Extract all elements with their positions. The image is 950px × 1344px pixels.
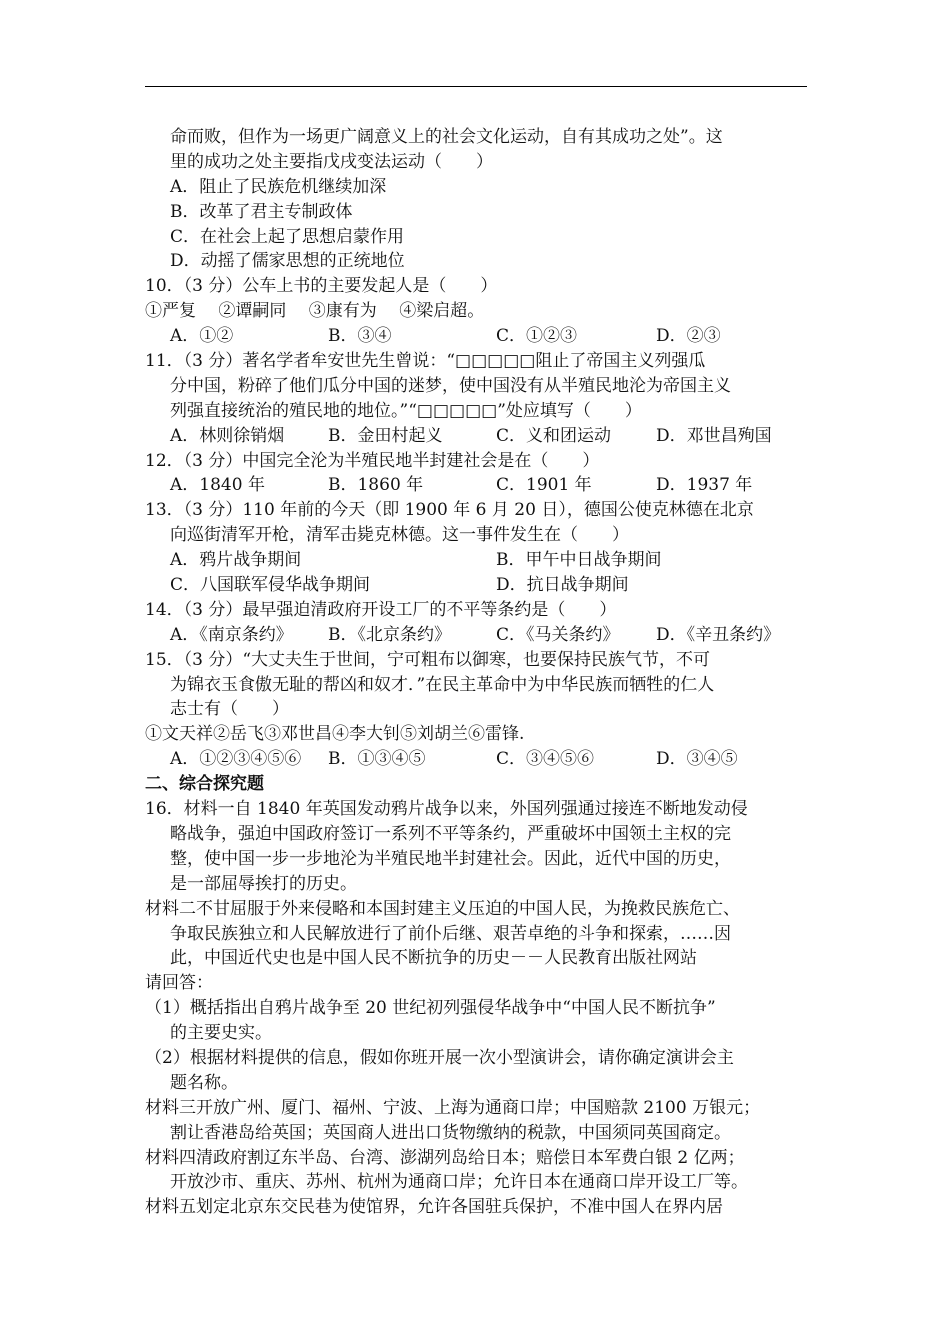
q16-sub2: （2）根据材料提供的信息，假如你班开展一次小型演讲会，请你确定演讲会主 (145, 1047, 734, 1068)
q16-material1-line: 16．材料一自 1840 年英国发动鸦片战争以来，外国列强通过接连不断地发动侵 (145, 799, 748, 820)
q9-option-d: D．动摇了儒家思想的正统地位 (170, 251, 405, 272)
q15-options (145, 747, 815, 772)
q11-stem-line: 分中国，粉碎了他们瓜分中国的迷梦，使中国没有从半殖民地沦为帝国主义 (170, 375, 731, 396)
q14-option-c: C．《马关条约》 (496, 624, 620, 645)
q13-option-d: D．抗日战争期间 (496, 575, 629, 596)
q10-options (145, 324, 815, 349)
q16-material5-line: 材料五划定北京东交民巷为使馆界，允许各国驻兵保护，不准中国人在界内居 (145, 1197, 723, 1218)
q11-stem: 11．（3 分）著名学者牟安世先生曾说：“□□□□□阻止了帝国主义列强瓜 (145, 351, 706, 372)
q16-material4-line: 材料四清政府割辽东半岛、台湾、澎湖列岛给日本；赔偿日本军费白银 2 亿两； (145, 1147, 745, 1168)
q10-option-a: A．①② (170, 326, 234, 347)
q16-material2-line: 材料二不甘屈服于外来侵略和本国封建主义压迫的中国人民，为挽救民族危亡、 (145, 898, 740, 919)
q16-material3-line: 材料三开放广州、厦门、福州、宁波、上海为通商口岸；中国赔款 2100 万银元； (145, 1097, 761, 1118)
q12-options (145, 473, 815, 498)
q16-material1-line: 略战争，强迫中国政府签订一系列不平等条约，严重破坏中国领土主权的完 (170, 823, 731, 844)
q13-options-row2 (145, 573, 815, 598)
q10-option-b: B．③④ (328, 326, 392, 347)
q13-options-row1 (145, 548, 815, 573)
q12-option-c: C．1901 年 (496, 475, 592, 496)
q15-items: ①文天祥②岳飞③邓世昌④李大钊⑤刘胡兰⑥雷锋. (145, 724, 525, 745)
q16-sub1: （1）概括指出自鸦片战争至 20 世纪初列强侵华战争中“中国人民不断抗争” (145, 998, 716, 1019)
exam-content (145, 125, 815, 1220)
q10-items: ①严复 ②谭嗣同 ③康有为 ④梁启超。 (145, 301, 485, 322)
q16-material2-line: 争取民族独立和人民解放进行了前仆后继、艰苦卓绝的斗争和探索，……因 (170, 923, 731, 944)
q12-stem: 12．（3 分）中国完全沦为半殖民地半封建社会是在（ ） (145, 450, 600, 471)
q16-material3-line: 割让香港岛给英国；英国商人进出口货物缴纳的税款，中国须同英国商定。 (170, 1122, 731, 1143)
q11-option-c: C．义和团运动 (496, 425, 612, 446)
q11-options (145, 424, 815, 449)
q12-option-b: B．1860 年 (328, 475, 424, 496)
q14-stem: 14．（3 分）最早强迫清政府开设工厂的不平等条约是（ ） (145, 599, 617, 620)
q16-material2-line: 此，中国近代史也是中国人民不断抗争的历史－－人民教育出版社网站 (170, 948, 697, 969)
q15-option-a: A．①②③④⑤⑥ (170, 749, 302, 770)
q16-sub1-cont: 的主要史实。 (170, 1023, 272, 1044)
q16-ask: 请回答： (145, 973, 213, 994)
q14-option-d: D．《辛丑条约》 (656, 624, 781, 645)
q10-option-d: D．②③ (656, 326, 721, 347)
q11-stem-line: 列强直接统治的殖民地的地位。”“□□□□□”处应填写（ ） (170, 400, 642, 421)
q16-sub2-cont: 题名称。 (170, 1072, 238, 1093)
q15-stem-line: 为锦衣玉食傲无耻的帮凶和奴才．”在民主革命中为中华民族而牺牲的仁人 (170, 674, 715, 695)
q9-stem-line: 命而败，但作为一场更广阔意义上的社会文化运动，自有其成功之处”。这 (170, 127, 723, 147)
q14-options (145, 623, 815, 648)
q12-option-a: A．1840 年 (170, 475, 265, 496)
header-rule (145, 86, 807, 87)
q15-stem-line: 志士有（ ） (170, 699, 289, 720)
q14-option-b: B．《北京条约》 (328, 624, 451, 645)
q9-stem-line: 里的成功之处主要指戊戌变法运动（ ） (170, 151, 493, 172)
q15-stem: 15．（3 分）“大丈夫生于世间，宁可粗布以御寒，也要保持民族气节，不可 (145, 649, 711, 670)
q14-option-a: A．《南京条约》 (170, 624, 293, 645)
q13-stem-line: 向巡街清军开枪，清军击毙克林德。这一事件发生在（ ） (170, 525, 629, 546)
q9-option-b: B．改革了君主专制政体 (170, 201, 353, 222)
q13-option-b: B．甲午中日战争期间 (496, 550, 662, 571)
q11-option-d: D．邓世昌殉国 (656, 425, 772, 446)
q12-option-d: D．1937 年 (656, 475, 753, 496)
q15-option-c: C．③④⑤⑥ (496, 749, 595, 770)
q15-option-b: B．①③④⑤ (328, 749, 426, 770)
q13-stem: 13．（3 分）110 年前的今天（即 1900 年 6 月 20 日），德国公使克林德在北京 (145, 500, 754, 521)
q15-option-d: D．③④⑤ (656, 749, 738, 770)
q13-option-c: C．八国联军侵华战争期间 (170, 575, 371, 596)
q16-material1-line: 是一部屈辱挨打的历史。 (170, 873, 357, 894)
q13-option-a: A．鸦片战争期间 (170, 550, 302, 571)
q9-option-c: C．在社会上起了思想启蒙作用 (170, 226, 405, 247)
q16-material1-line: 整，使中国一步一步地沦为半殖民地半封建社会。因此，近代中国的历史， (170, 848, 731, 869)
section-title: 二、综合探究题 (145, 774, 264, 795)
q10-stem: 10．（3 分）公车上书的主要发起人是（ ） (145, 276, 498, 297)
q9-option-a: A．阻止了民族危机继续加深 (170, 176, 387, 197)
q16-material4-line: 开放沙市、重庆、苏州、杭州为通商口岸；允许日本在通商口岸开设工厂等。 (170, 1172, 748, 1193)
q10-option-c: C．①②③ (496, 326, 578, 347)
q11-option-b: B．金田村起义 (328, 425, 443, 446)
q11-option-a: A．林则徐销烟 (170, 425, 285, 446)
